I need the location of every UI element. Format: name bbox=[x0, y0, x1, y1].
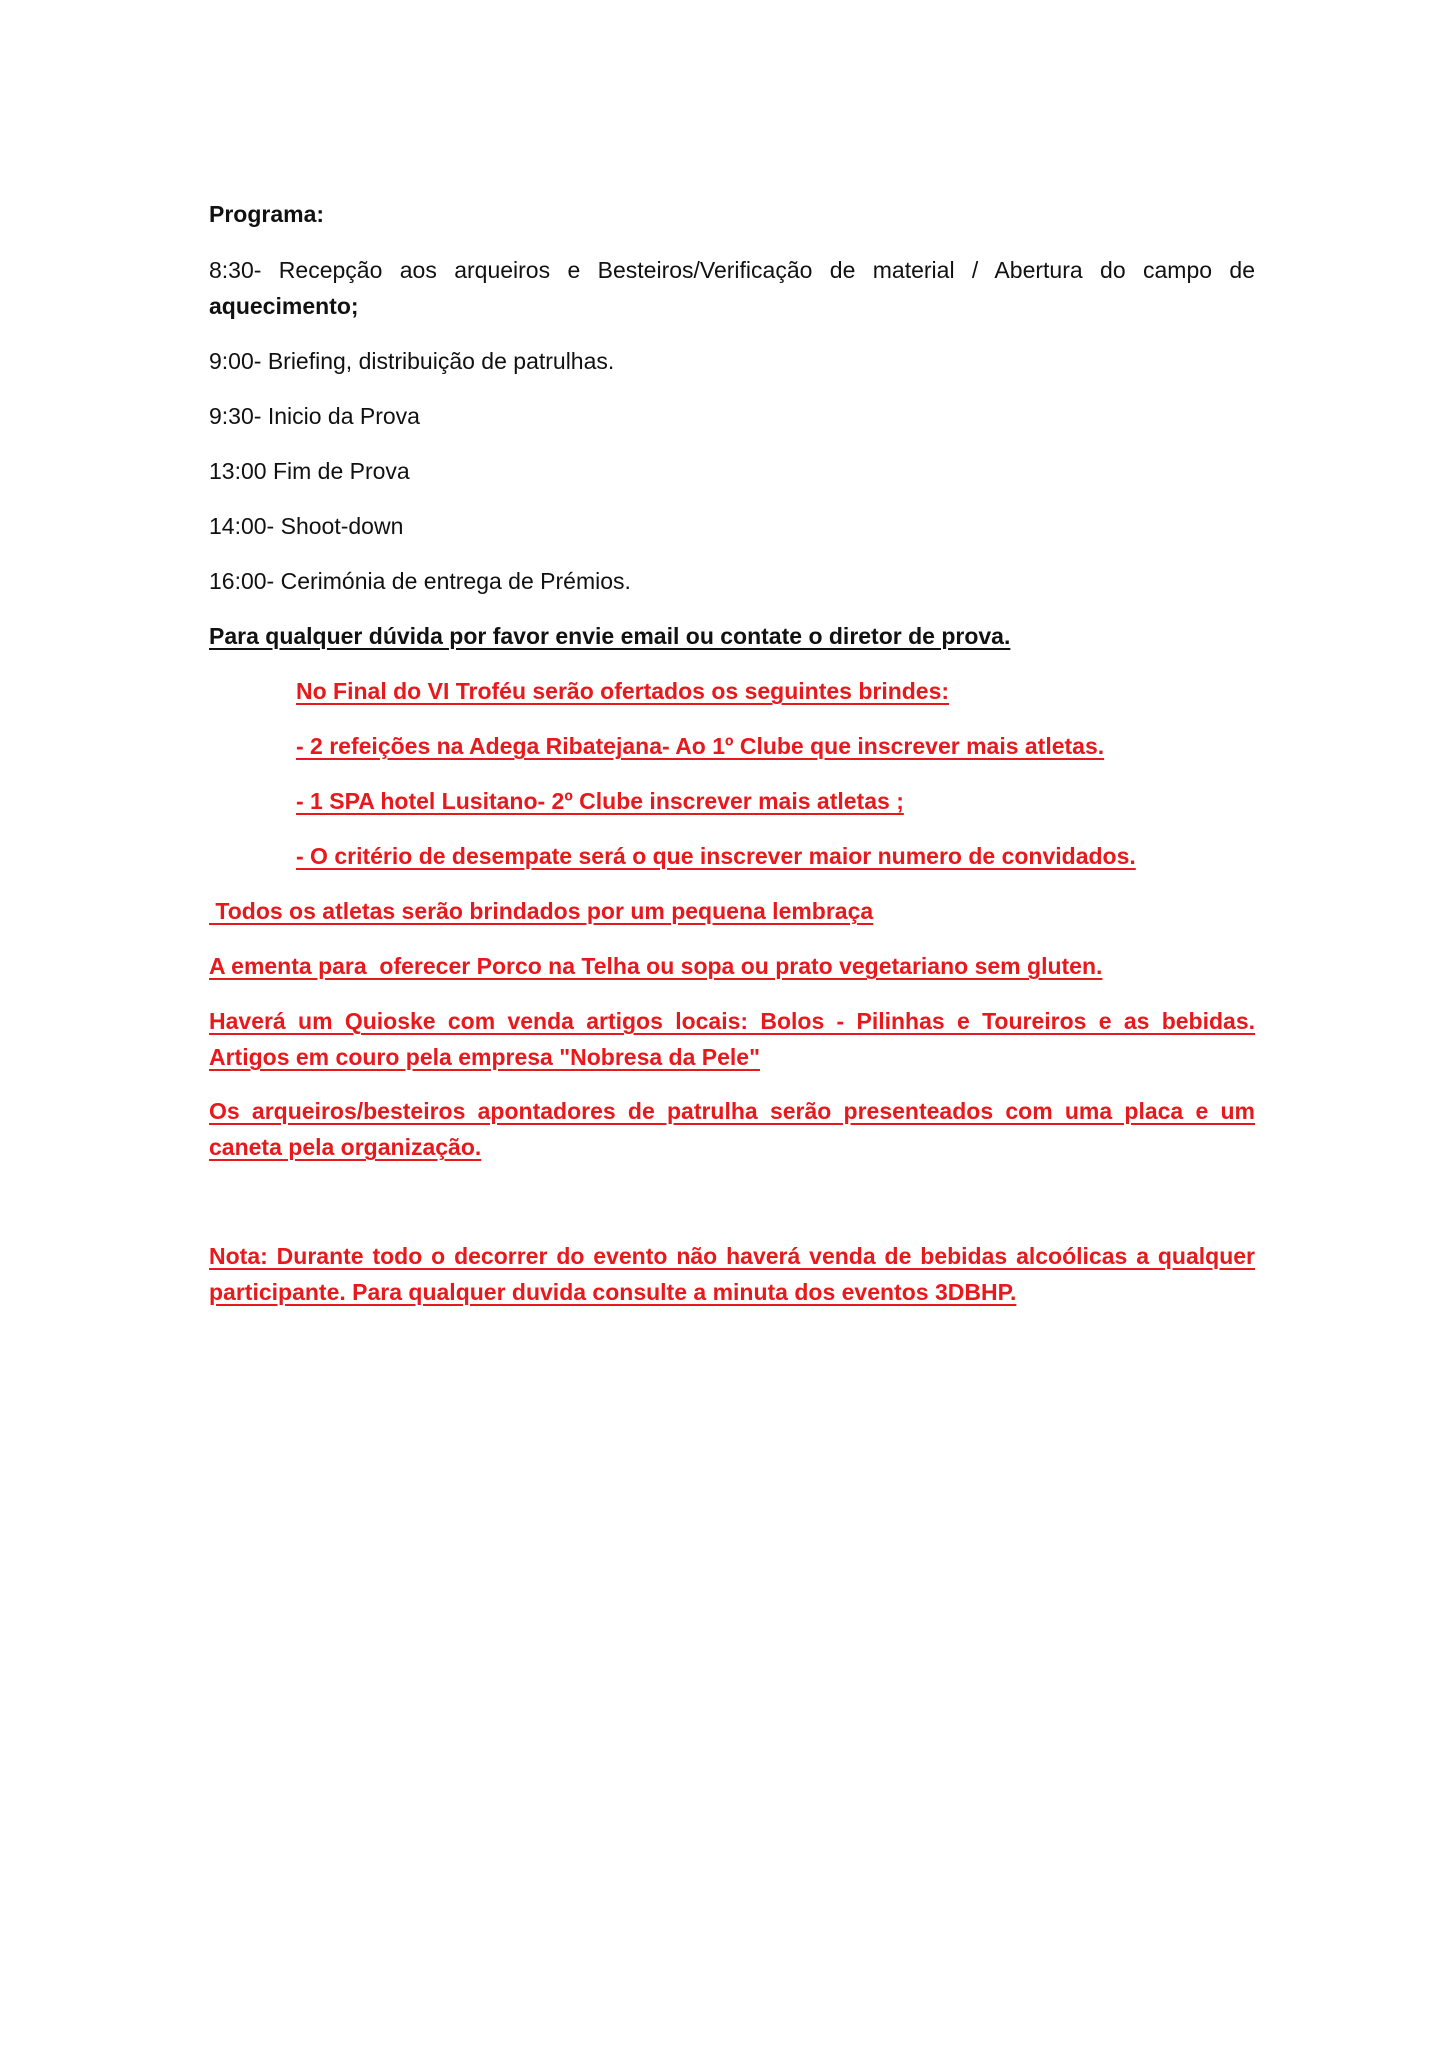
prize-item-3: - O critério de desempate será o que inscrever maior numero de convidados. bbox=[296, 843, 1136, 869]
program-title: Programa: bbox=[209, 201, 325, 227]
program-item-1400: 14:00- Shoot-down bbox=[209, 513, 404, 539]
program-item-1300: 13:00 Fim de Prova bbox=[209, 458, 410, 484]
prize-item-2: - 1 SPA hotel Lusitano- 2º Clube inscrever mais atletas ; bbox=[296, 788, 904, 814]
prizes-heading: No Final do VI Troféu serão ofertados os seguintes brindes: bbox=[296, 678, 950, 704]
final-note: Nota: Durante todo o decorrer do evento não haverá venda de bebidas alcoólicas a qualquer participante. Para qualquer duvida consulte a minuta dos eventos 3DBHP. bbox=[209, 1243, 1255, 1305]
contact-note: Para qualquer dúvida por favor envie email ou contate o diretor de prova. bbox=[209, 623, 1011, 649]
scorers-note: Os arqueiros/besteiros apontadores de patrulha serão presenteados com uma placa e um caneta pela organização. bbox=[209, 1098, 1255, 1160]
athletes-note: Todos os atletas serão brindados por um pequena lembraça bbox=[209, 898, 874, 924]
program-item-0830 bbox=[209, 252, 1255, 324]
prize-item-1: - 2 refeições na Adega Ribatejana- Ao 1º Clube que inscrever mais atletas. bbox=[296, 733, 1105, 759]
program-item-0930: 9:30- Inicio da Prova bbox=[209, 403, 420, 429]
kiosk-note: Haverá um Quioske com venda artigos locais: Bolos - Pilinhas e Toureiros e as bebidas. Artigos em couro pela empresa "Nobresa da Pele" bbox=[209, 1008, 1255, 1070]
program-item-0900: 9:00- Briefing, distribuição de patrulhas. bbox=[209, 348, 615, 374]
program-item-bold-tail: aquecimento; bbox=[209, 293, 359, 319]
program-item-1600: 16:00- Cerimónia de entrega de Prémios. bbox=[209, 568, 631, 594]
program-item-text: 8:30- Recepção aos arqueiros e Besteiros/Verificação de material / Abertura do campo de bbox=[209, 257, 1255, 283]
menu-note: A ementa para oferecer Porco na Telha ou sopa ou prato vegetariano sem gluten. bbox=[209, 953, 1103, 979]
